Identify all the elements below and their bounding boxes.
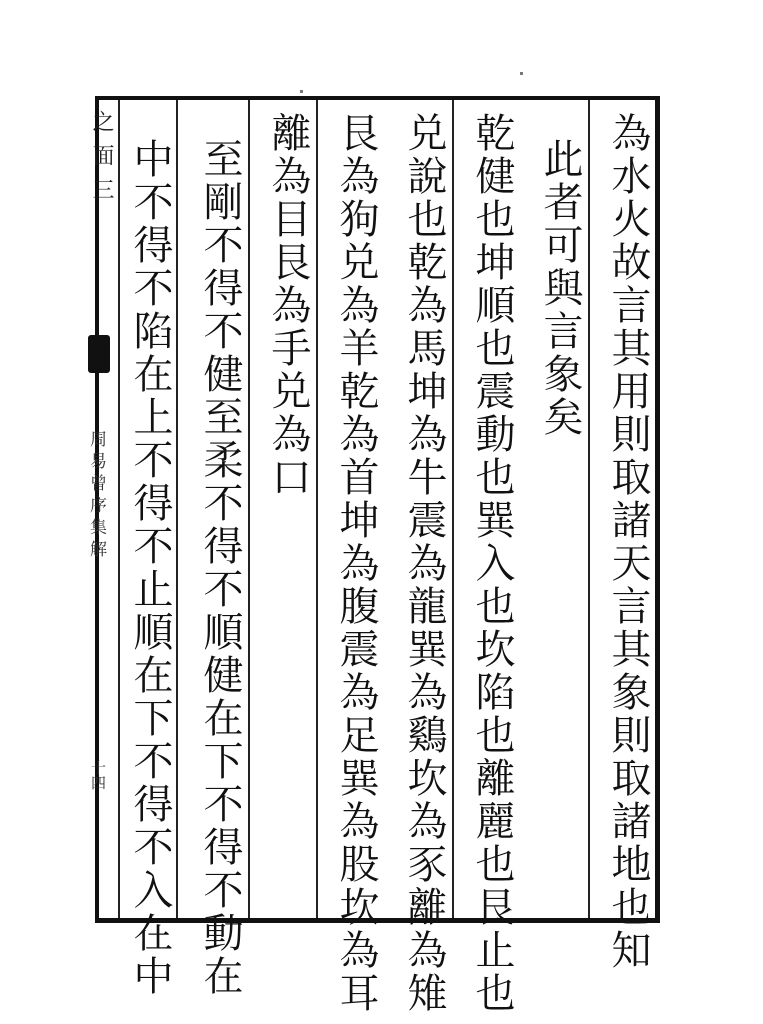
- margin-book-title: 周易曾序集解: [86, 430, 106, 562]
- text-column-7: 至剛不得不健至柔不得不順健在下不得不動在: [197, 138, 243, 998]
- text-column-6: 離為目艮為手兑為口: [265, 112, 311, 499]
- margin-top-glyphs: 之面三: [89, 110, 114, 212]
- text-column-3: 乾健也坤順也震動也巽入也坎陷也離麗也艮止也: [469, 112, 515, 1015]
- margin-page-number: 十四: [89, 760, 107, 790]
- text-column-1: 為水火故言其用則取諸天言其象則取諸地也知: [605, 112, 651, 972]
- frame-top-border: [95, 96, 660, 100]
- scan-speck: [300, 90, 303, 93]
- scan-speck: [520, 72, 523, 75]
- text-column-4: 兑說也乾為馬坤為牛震為龍巽為鷄坎為豕離為雉: [401, 112, 447, 1015]
- text-column-5: 艮為狗兑為羊乾為首坤為腹震為足巽為股坎為耳: [333, 112, 379, 1015]
- text-column-2: 此者可與言象矣: [537, 138, 583, 439]
- margin-fish-tail-mark: [88, 335, 110, 373]
- text-column-8: 中不得不陷在上不得不止順在下不得不入在中: [127, 138, 173, 998]
